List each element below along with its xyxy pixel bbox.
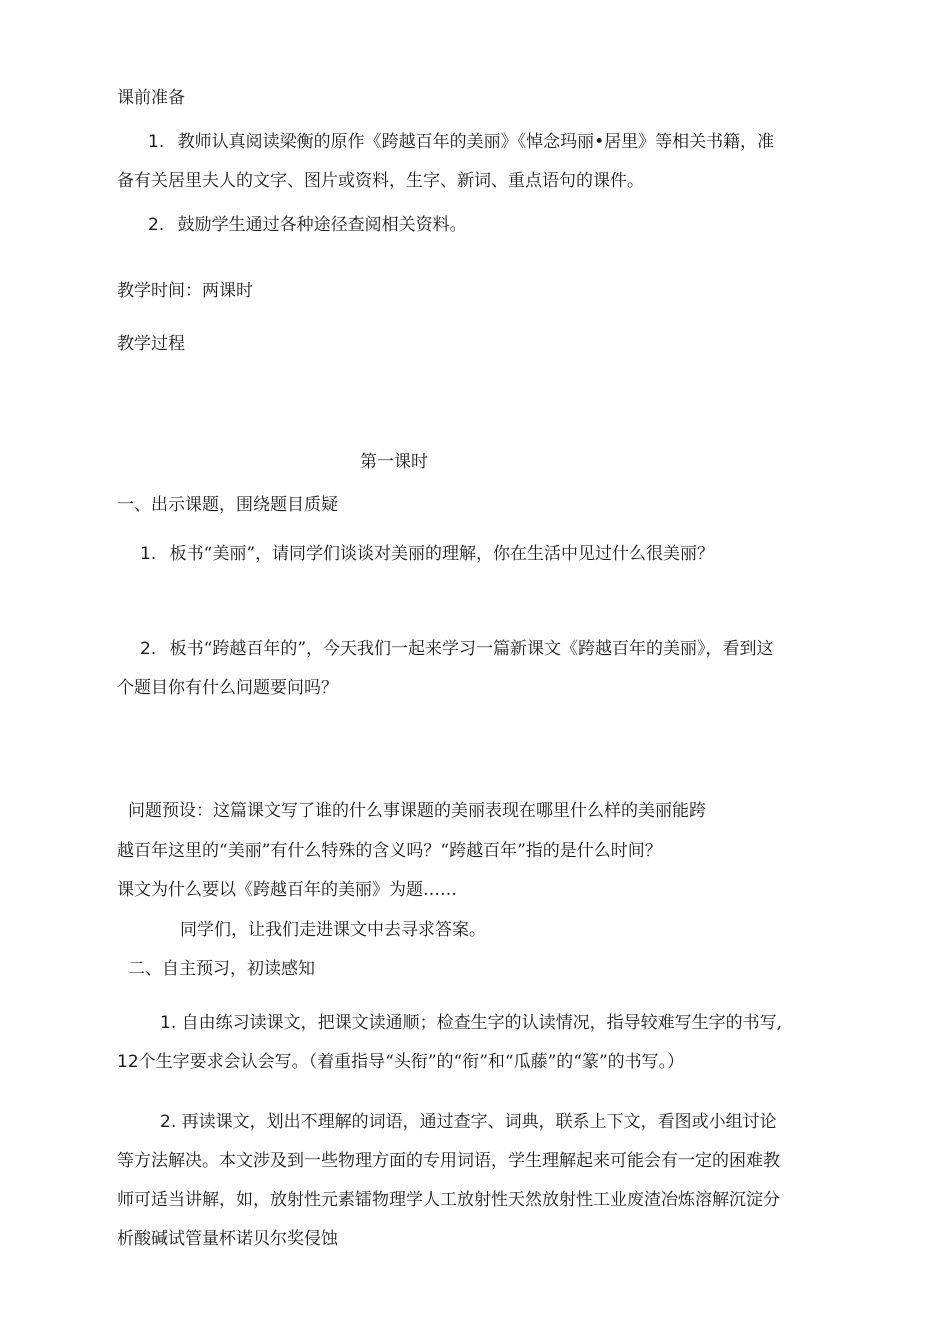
section-2-item-1-continued [117,1051,684,1073]
section-2-item-1-number: 1 [160,1013,171,1033]
prep-item-2 [148,214,467,236]
process-heading: 教学过程 [117,334,185,354]
section-2-item-2-text: . 再读课文，划出不理解的词语，通过查字、词典，联系上下文，看图或小组讨论 [170,1112,777,1132]
section-2-item-1 [160,1012,782,1034]
section-1-item-2-text: 板书“跨越百年的”，今天我们一起来学习一篇新课文《跨越百年的美丽》，看到这 [169,639,774,659]
prep-item-1-continued: 备有关居里夫人的文字、图片或资料，生字、新词、重点语句的课件。 [117,171,644,191]
section-2-item-2 [160,1111,777,1133]
section-2-item-1-continued-text: 个生字要求会认会写。（着重指导“头衔”的“衔”和“瓜藤”的“篆”的书写。） [138,1052,685,1072]
prep-item-1-number: 1. [148,132,165,152]
section-1-item-1 [140,543,714,565]
section-1-item-1-number: 1. [140,544,157,564]
section-1-closing: 同学们，让我们走进课文中去寻求答案。 [180,920,486,940]
lesson-title: 第一课时 [360,452,428,472]
section-2-item-2-line-3: 师可适当讲解，如，放射性元素镭物理学人工放射性天然放射性工业废渣冶炼溶解沉淀分 [117,1190,780,1210]
question-preset-line-3: 课文为什么要以《跨越百年的美丽》为题…… [117,880,457,900]
section-1-heading: 一、出示课题，围绕题目质疑 [117,495,338,515]
question-preset-line-1: 问题预设：这篇课文写了谁的什么事课题的美丽表现在哪里什么样的美丽能跨 [128,801,706,821]
section-2-item-2-line-4: 析酸碱试管量杯诺贝尔奖侵蚀 [117,1229,338,1249]
section-1-item-1-text: 板书“美丽”，请同学们谈谈对美丽的理解，你在生活中见过什么很美丽？ [169,544,715,564]
teaching-time: 教学时间：两课时 [117,281,253,301]
section-2-item-1-count: 12 [117,1052,139,1072]
section-1-item-2-number: 2. [140,639,157,659]
prep-item-1 [148,131,774,153]
prep-item-2-number: 2. [148,215,165,235]
prep-item-1-text: 教师认真阅读梁衡的原作《跨越百年的美丽》《悼念玛丽•居里》等相关书籍，准 [177,132,775,152]
section-1-item-2 [140,638,774,660]
section-1-item-2-continued: 个题目你有什么问题要问吗？ [117,678,338,698]
section-2-item-1-text: . 自由练习读课文，把课文读通顺；检查生字的认读情况，指导较难写生字的书写, [170,1013,783,1033]
prep-heading: 课前准备 [117,88,185,108]
section-2-item-2-line-2: 等方法解决。本文涉及到一些物理方面的专用词语，学生理解起来可能会有一定的困难教 [117,1151,780,1171]
question-preset-line-2: 越百年这里的“美丽”有什么特殊的含义吗？“跨越百年”指的是什么时间？ [117,841,662,861]
prep-item-2-text: 鼓励学生通过各种途径查阅相关资料。 [177,215,467,235]
section-2-heading: 二、自主预习，初读感知 [128,959,315,979]
section-2-item-2-number: 2 [160,1112,171,1132]
